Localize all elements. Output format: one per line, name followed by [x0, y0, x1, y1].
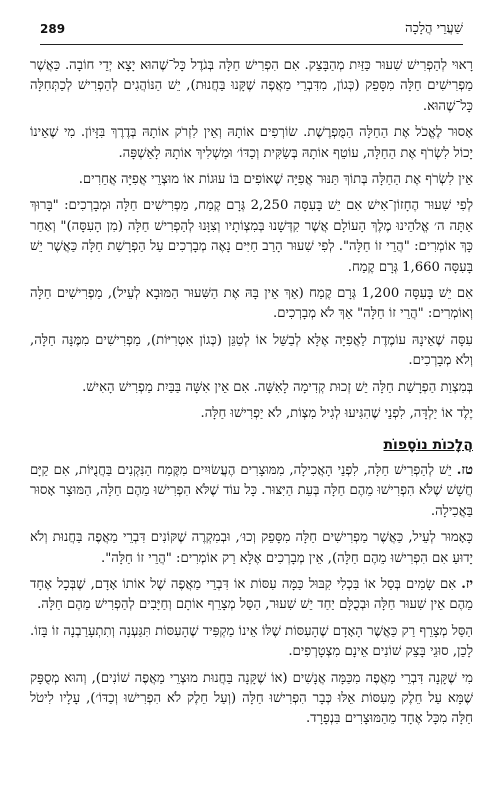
paragraph-text: יֵשׁ לְהַפְרִישׁ חַלָּה, לִפְנֵי הָאֲכִילָה, מִמּוּצָרִים הֶעֲשׂוּיִים מִקֶּמַח הַנִּקְנִים בַּחֲנֻיּוֹת, אִם קַיָּם חֲשָׁשׁ שֶׁלֹּא הִפְרִישׁוּ מֵהֶם חַלָּה בְּעֵת הַיִּצּוּר. כָּל עוֹד שֶׁלֹּא הִפְרִישׁוּ מֵהֶם חַלָּה, הַמּוּצָר אָסוּר בַּאֲכִילָה. — [30, 462, 473, 519]
paragraph — [30, 528, 473, 569]
running-title: שַׁעֲרֵי הֲלָכָה — [405, 21, 463, 36]
paragraph: אָסוּר לֶאֱכֹל אֶת הַחַלָּה הַמֻּפְרֶשֶׁת. שׂוֹרְפִים אוֹתָהּ וְאֵין לִזְרֹק אוֹתָהּ בְּדֶרֶךְ בִּזָּיוֹן. מִי שֶׁאֵינוֹ יָכוֹל לִשְׂרֹף אֶת הַחַלָּה, עוֹטֵף אוֹתָהּ בְּשַׂקִּית וְכַדּוֹ׳ וּמַשְׁלִיךְ אוֹתָהּ לָאַשְׁפָּה. — [30, 125, 473, 161]
paragraph — [30, 622, 473, 663]
paragraph-text: מִי שֶׁקָּנָה דִּבְרֵי מַאֲפֶה מִכַּמָּה אֲנָשִׁים (אוֹ שֶׁקָּנָה בַּחֲנוּת מוּצְרֵי מַאֲפֶה שׁוֹנִים), וְהוּא מְסֻפָּק שֶׁמָּא עַל חֵלֶק מֵעִסּוֹת אֵלּוּ כְּבָר הִפְרִישׁוּ חַלָּה (וְעַל חֵלֶק לֹא הִפְרִישׁוּ וְכַדּוֹ׳), עָלָיו לִיטֹל חַלָּה מִכָּל אֶחָד מֵהַמּוּצָרִים בִּנְפָרָד. — [30, 670, 473, 727]
header-divider — [40, 44, 463, 45]
numbered-paragraph — [30, 461, 473, 522]
page-header — [40, 18, 463, 42]
paragraph-number: טז. — [456, 462, 473, 478]
paragraph-text: כָּאָמוּר לְעֵיל, כַּאֲשֶׁר מַפְרִישִׁים חַלָּה מִסָּפֵק וְכוּ׳, וּבְמִקְרֶה שֶׁקּוֹנִים דִּבְרֵי מַאֲפֶה בַּחֲנוּת וְלֹא יָדוּעַ אִם הִפְרִישׁוּ מֵהֶם חַלָּה), אֵין מְבָרְכִים אֶלָּא רַק אוֹמְרִים: "הֲרֵי זוֹ חַלָּה". — [30, 530, 473, 566]
paragraph: עִסָּה שֶׁאֵינָהּ עוֹמֶדֶת לַאֲפִיָּה אֶלָּא לְבַשֵּׁל אוֹ לְטַגֵּן (כְּגוֹן אִטְרִיּוֹת), מַפְרִישִׁים מִמֶּנָּה חַלָּה, וְלֹא מְבָרְכִים. — [30, 332, 473, 369]
numbered-paragraph — [30, 575, 473, 616]
paragraph-text: הַסַּל מְצָרֵף רַק כַּאֲשֶׁר הָאָדָם שֶׁהָעִסּוֹת שֶׁלּוֹ אֵינוֹ מַקְפִּיד שֶׁהָעִסּוֹת תִּגַּעְנָה וְתִתְעָרַבְנָה זוֹ בָּזוֹ. לָכֵן, סוּגֵי בָּצֵק שׁוֹנִים אֵינָם מִצְטָרְפִים. — [30, 623, 473, 660]
paragraph: אֵין לִשְׂרֹף אֶת הַחַלָּה בְּתוֹךְ תַּנּוּר אֲפִיָּה שֶׁאוֹפִים בּוֹ עוּגוֹת אוֹ מוּצְרֵי אֲפִיָּה אֲחֵרִים. — [78, 172, 473, 188]
paragraph-number: יז. — [461, 576, 473, 592]
paragraph: רָאוּי לְהַפְרִישׁ שִׁעוּר כַּזַּיִת מְהַבָּצֵק. אִם הִפְרִישׁ חַלָּה בְּגֹדֶל כָּל־שֶׁהוּא יָצָא יְדֵי חוֹבָה. כַּאֲשֶׁר מַפְרִישִׁים חַלָּה מִסָּפֵק (כְּגוֹן, מִדִּבְרֵי מַאֲפֶה שֶׁקָּנוּ בַּחֲנוּת), יֵשׁ הַנּוֹהֲגִים לְהַפְרִישׁ לְכַתְּחִלָּה כָּל־שֶׁהוּא. — [30, 58, 473, 114]
page-number: 289 — [40, 22, 66, 36]
paragraph — [30, 669, 473, 730]
paragraph: לְפִי שִׁעוּר הֶחָזוֹן־אִישׁ אִם יֵשׁ בָּעִסָּה 2,250 גְּרָם קֶמַח, מַפְרִישִׁים חַלָּה וּמְבָרְכִים: "בָּרוּךְ אַתָּה ה׳ אֱלֹהֵינוּ מֶלֶךְ הָעוֹלָם אֲשֶׁר קִדְּשָׁנוּ בְּמִצְוֹתָיו וְצִוָּנוּ לְהַפְרִישׁ חַלָּה (מִן הָעִסָּה)" וְאַחַר כָּךְ אוֹמְרִים: "הֲרֵי זוֹ חַלָּה". לְפִי שִׁעוּר הָרַב חַיִּים נָאֶה מְבָרְכִים עַל הַפְרָשַׁת חַלָּה כַּאֲשֶׁר יֵשׁ בָּעִסָּה 1,660 גְּרָם קֶמַח. — [30, 198, 473, 275]
section-heading: הֲלָכוֹת נוֹסָפוֹת — [383, 436, 473, 453]
paragraph: בְּמִצְוַת הַפְרָשַׁת חַלָּה יֵשׁ זְכוּת קְדִימָה לָאִשָּׁה. אִם אֵין אִשָּׁה בַּבַּיִת מַפְרִישׁ הָאִישׁ. — [82, 379, 473, 395]
page-body — [30, 56, 473, 794]
paragraph: אִם יֵשׁ בָּעִסָּה 1,200 גְּרָם קֶמַח (אַךְ אֵין בָּהּ אֶת הַשִּׁעוּר הַמּוּבָא לְעֵיל), מַפְרִישִׁים חַלָּה וְאוֹמְרִים: "הֲרֵי זוֹ חַלָּה" אַךְ לֹא מְבָרְכִים. — [30, 286, 474, 322]
paragraph: יֶלֶד אוֹ יַלְדָּה, לִפְנֵי שֶׁהִגִּיעוּ לְגִיל מִצְוֹת, לֹא יַפְרִישׁוּ חַלָּה. — [200, 406, 473, 422]
paragraph-text: אִם שָׂמִים בְּסַל אוֹ בִּכְלִי קִבּוּל כַּמָּה עִסּוֹת אוֹ דִּבְרֵי מַאֲפֶה שֶׁל אוֹתוֹ אָדָם, שֶׁבְּכָל אֶחָד מֵהֶם אֵין שִׁעוּר חַלָּה וּבְכֻלָּם יַחַד יֵשׁ שִׁעוּר, הַסַּל מְצָרֵף אוֹתָם וְחַיָּבִים לְהַפְרִישׁ מֵהֶם חַלָּה. — [30, 576, 473, 613]
